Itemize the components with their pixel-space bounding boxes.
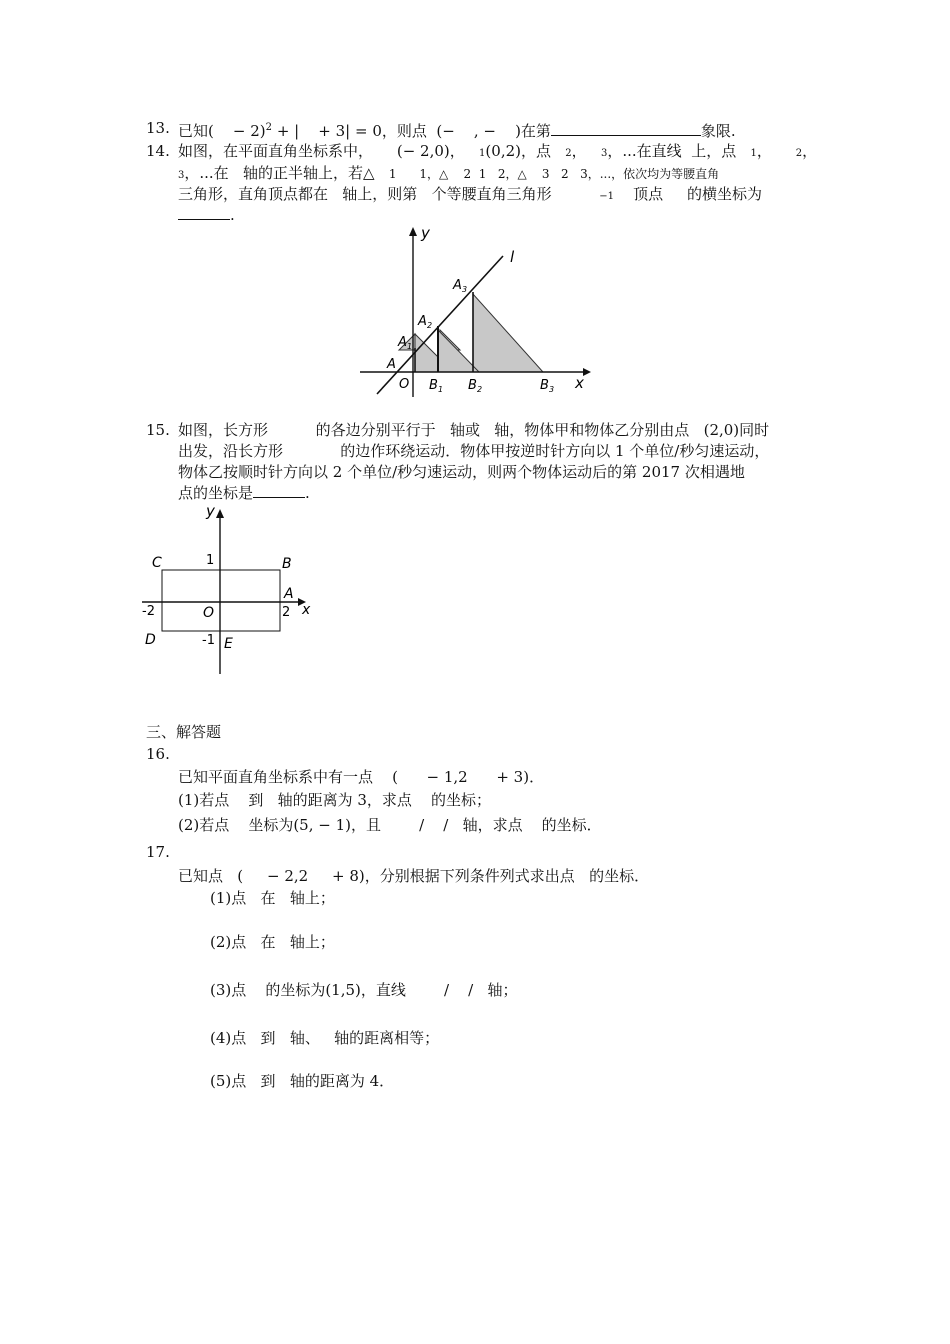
q14-sub: 3 xyxy=(178,170,185,181)
q13-answer-blank[interactable] xyxy=(551,121,701,136)
fig15-point-b: B xyxy=(282,556,292,572)
q14-line2-b: 1 1，△ 2 1 2，△ 3 2 3，...，依次均为等腰直角 xyxy=(388,167,720,181)
rectangle-bcde xyxy=(162,570,280,631)
fig15-point-a: A xyxy=(284,586,294,602)
fig14-point-b2: B xyxy=(468,378,477,393)
fig14-point-a2: A xyxy=(418,314,427,329)
fig14-b2-sub: 2 xyxy=(477,385,483,394)
q14-line1-d: ，...在直线 上，点 xyxy=(607,142,751,160)
q14-line3-b: 顶点 的横坐标为 xyxy=(614,185,762,203)
q13-exponent: 2 xyxy=(265,122,273,133)
q16-intro: 已知平面直角坐标系中有一点 ( − 1,2 + 3)． xyxy=(178,768,545,786)
fig15-point-c: C xyxy=(152,555,162,571)
fig14-point-a: A xyxy=(387,357,396,372)
q13-text xyxy=(178,118,736,141)
fig15-tick-2: 2 xyxy=(282,605,291,620)
q15-line1: 如图，长方形 的各边分别平行于 轴或 轴，物体甲和物体乙分别由点 (2,0)同时 xyxy=(178,421,770,439)
y-axis-arrow xyxy=(216,509,224,518)
q13-number: 13. xyxy=(146,119,170,137)
fig15-point-e: E xyxy=(224,636,233,652)
fig15-tick-neg1: -1 xyxy=(202,633,215,648)
fig15-tick-1: 1 xyxy=(206,553,215,568)
fig14-point-a1: A xyxy=(398,335,407,350)
q14-line4 xyxy=(178,205,235,225)
q15-period: . xyxy=(305,484,310,502)
triangle-3 xyxy=(473,294,543,372)
q16-part2: (2)若点 坐标为(5, − 1)，且 / / 轴，求点 的坐标． xyxy=(178,816,602,834)
q14-line3-a: 三角形，直角顶点都在 轴上，则第 个等腰直角三角形 xyxy=(178,185,600,203)
q17-part4: (4)点 到 轴、 轴的距离相等； xyxy=(210,1029,440,1047)
q15-figure xyxy=(140,502,320,677)
q15-number: 15. xyxy=(146,421,170,439)
q17-part2: (2)点 在 轴上； xyxy=(210,933,335,951)
q14-line1-c: ， xyxy=(571,142,601,160)
q14-figure xyxy=(355,222,595,402)
q14-line1-f: ， xyxy=(802,142,818,160)
fig14-x-label: x xyxy=(575,374,584,392)
q14-sub: 3 xyxy=(600,148,608,159)
q15-line3: 物体乙按顺时针方向以 2 个单位/秒匀速运动，则两个物体运动后的第 2017 次相遇地 xyxy=(178,463,745,481)
q15-line2: 出发，沿长方形 的边作环绕运动．物体甲按逆时针方向以 1 个单位/秒匀速运动， xyxy=(178,442,770,460)
q17-part5: (5)点 到 轴的距离为 4． xyxy=(210,1072,395,1090)
fig14-a3-sub: 3 xyxy=(462,285,468,294)
q14-line1-e: ， xyxy=(756,142,796,160)
section-heading: 三、解答题 xyxy=(146,723,222,741)
q17-part1: (1)点 在 轴上； xyxy=(210,889,335,907)
q15-line4-text: 点的坐标是 xyxy=(178,484,254,502)
fig14-l-label: l xyxy=(510,248,515,266)
q13-part-a: 已知( − 2) xyxy=(178,122,266,140)
fig15-x-label: x xyxy=(302,602,311,618)
x-axis-arrow xyxy=(583,368,591,376)
q14-sub: 2 xyxy=(795,148,803,159)
q14-answer-blank[interactable] xyxy=(178,205,230,220)
q13-part-b: + | + 3| = 0，则点 (− , − )在第 xyxy=(272,122,551,140)
fig14-y-label: y xyxy=(421,224,430,242)
q15-answer-blank[interactable] xyxy=(253,483,305,498)
q16-number: 16. xyxy=(146,745,170,763)
fig15-tick-neg2: -2 xyxy=(142,604,155,619)
q14-sub: 2 xyxy=(565,148,572,159)
q14-sub: −1 xyxy=(599,191,615,202)
q14-line3 xyxy=(178,184,762,207)
q17-intro: 已知点 ( − 2,2 + 8)，分别根据下列条件列式求出点 的坐标． xyxy=(178,867,650,885)
q14-line1-a: 如图，在平面直角坐标系中， (− 2,0)， xyxy=(178,142,480,160)
fig15-y-label: y xyxy=(206,502,215,520)
fig14-point-a3: A xyxy=(453,278,462,293)
q13-part-c: 象限. xyxy=(700,122,736,140)
q14-line1-b: (0,2)，点 xyxy=(485,142,566,160)
q14-line1 xyxy=(178,141,817,164)
fig14-point-b3: B xyxy=(540,378,549,393)
q14-sub: 1 xyxy=(750,148,757,159)
q17-part3: (3)点 的坐标为(1,5)，直线 / / 轴； xyxy=(210,981,518,999)
fig14-a2-sub: 2 xyxy=(427,321,433,330)
q15-line4 xyxy=(178,483,310,503)
fig14-a1-sub: 1 xyxy=(407,342,413,351)
fig14-point-b1: B xyxy=(429,378,438,393)
fig15-point-d: D xyxy=(145,632,156,648)
q14-number: 14. xyxy=(146,142,170,160)
fig14-b1-sub: 1 xyxy=(438,385,444,394)
fig14-b3-sub: 3 xyxy=(549,385,555,394)
q17-number: 17. xyxy=(146,843,170,861)
q14-sub: 1 xyxy=(479,148,486,159)
q16-part1: (1)若点 到 轴的距离为 3，求点 的坐标； xyxy=(178,791,492,809)
q14-line2 xyxy=(178,163,719,186)
q14-line2-a: ，...在 轴的正半轴上，若△ xyxy=(184,164,389,182)
y-axis-arrow xyxy=(409,227,417,236)
fig15-origin: O xyxy=(203,605,215,621)
fig14-origin: O xyxy=(399,377,410,392)
q14-period: . xyxy=(230,206,235,224)
